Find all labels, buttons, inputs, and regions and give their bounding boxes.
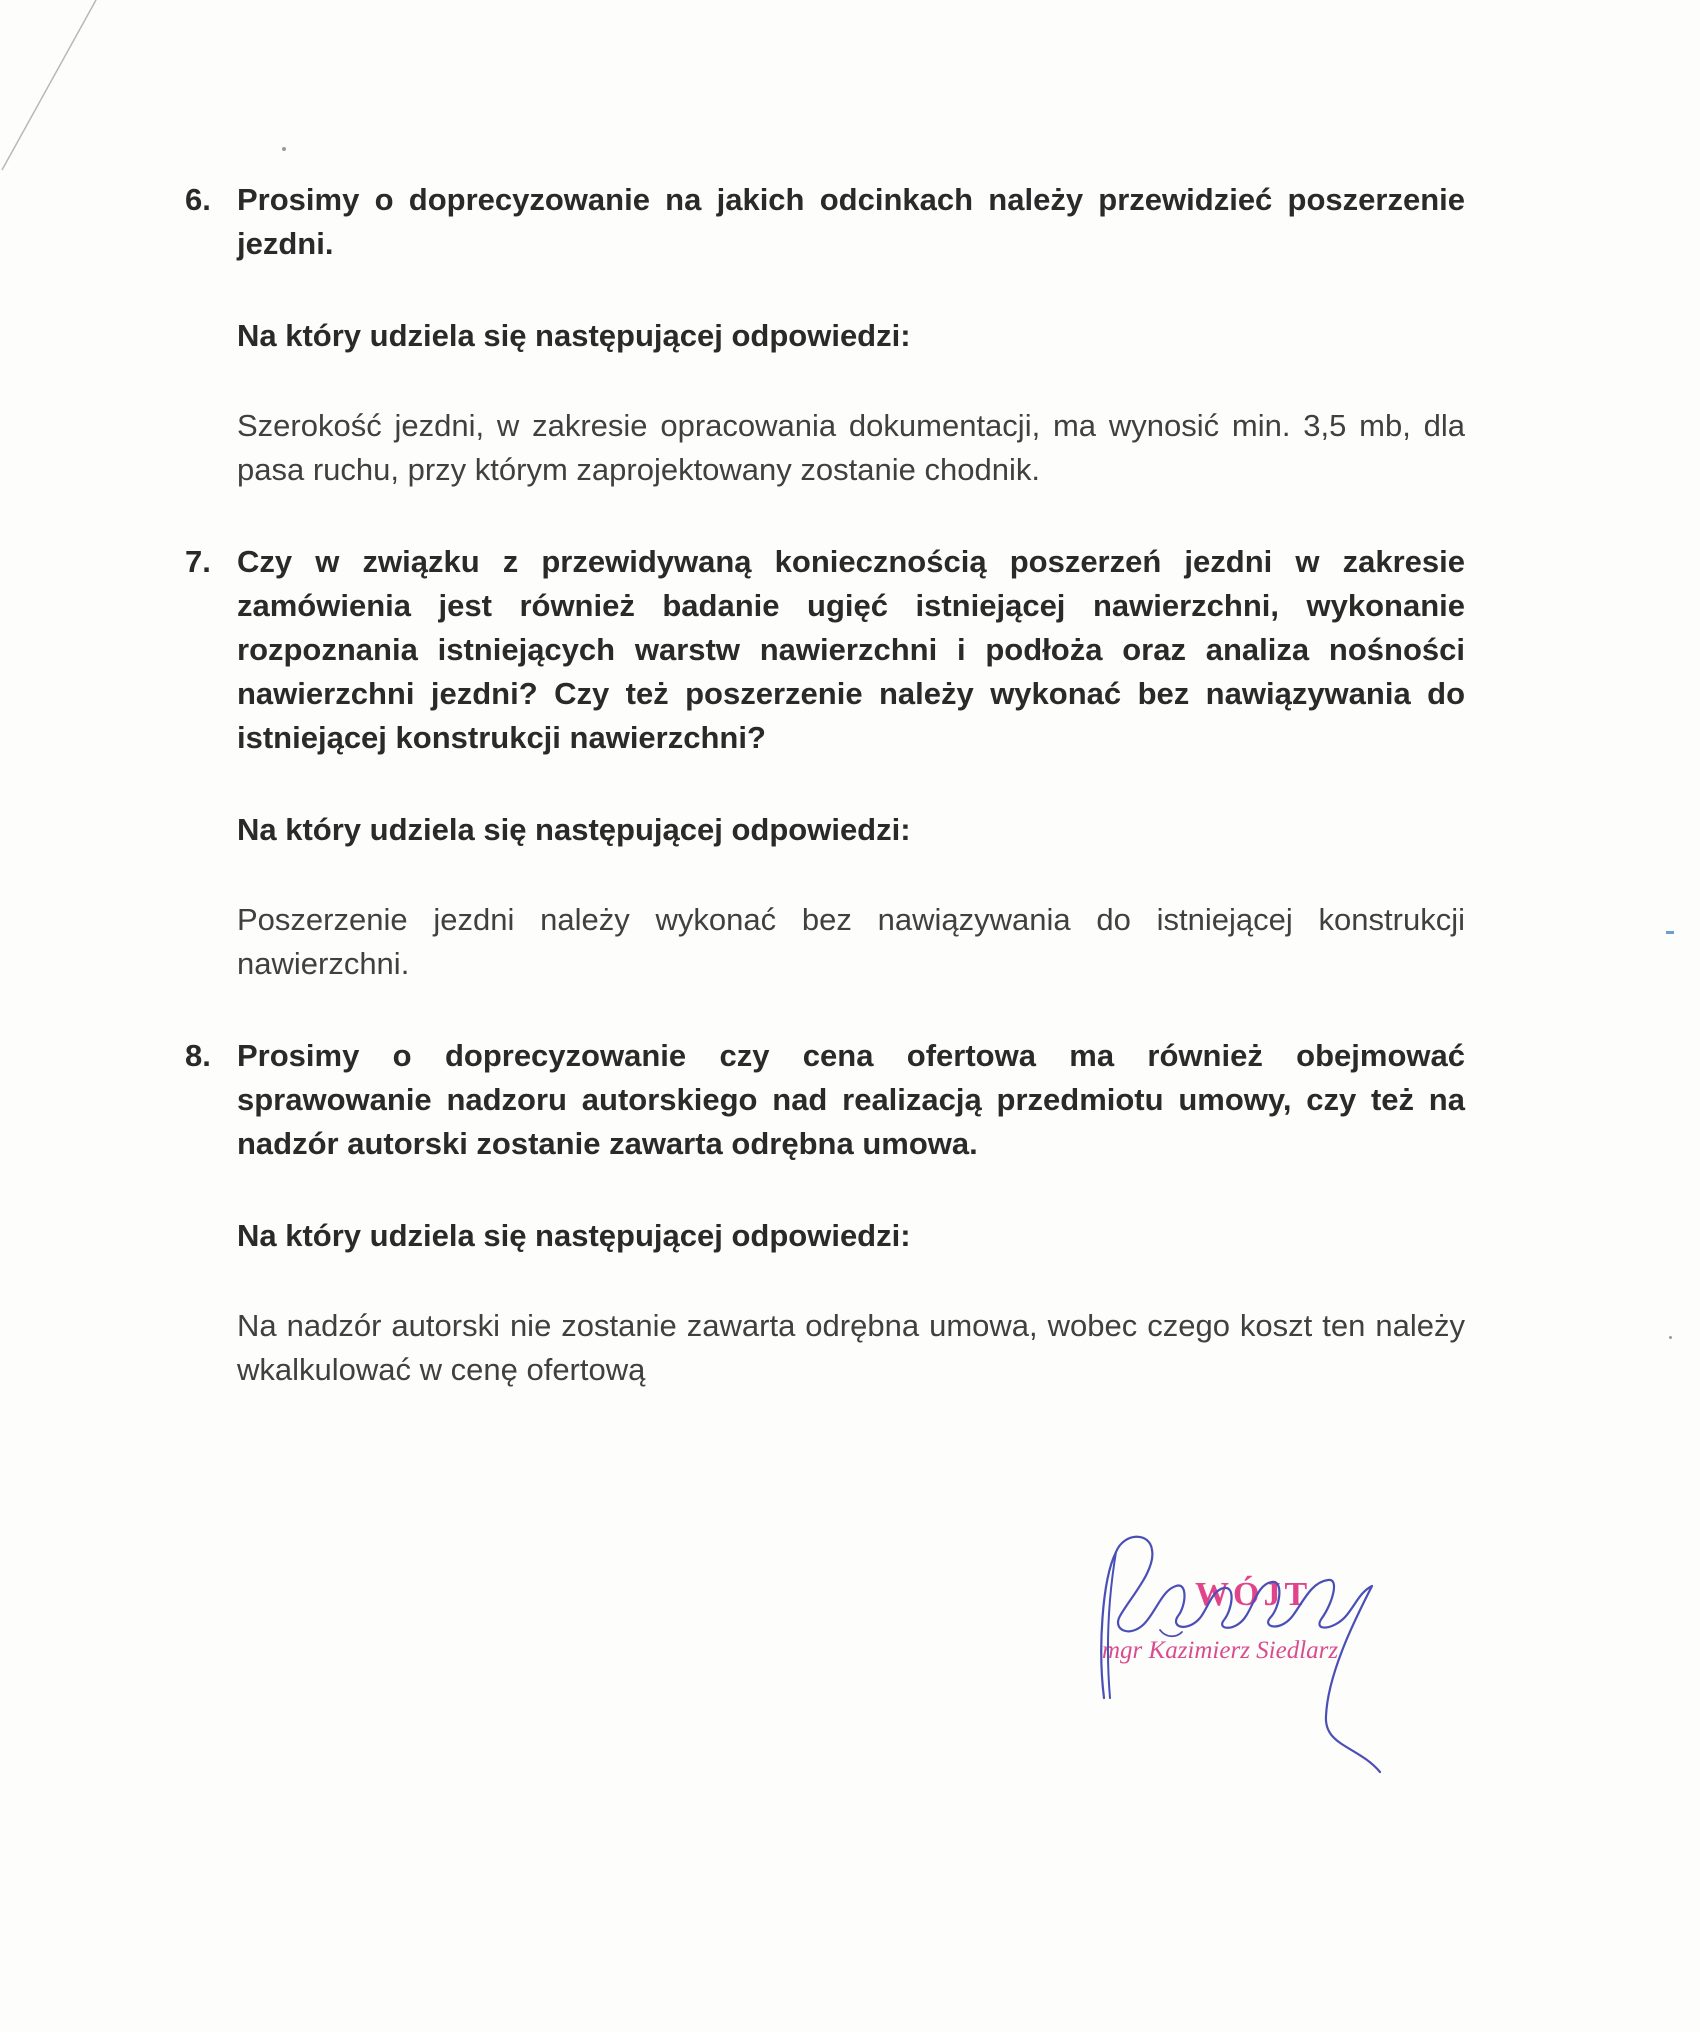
answer-text: Na nadzór autorski nie zostanie zawarta odrębna umowa, wobec czego koszt ten należy wkalkulować w cenę ofertową xyxy=(237,1308,1465,1387)
answer-text: Szerokość jezdni, w zakresie opracowania dokumentacji, ma wynosić min. 3,5 mb, dla pasa ruchu, przy którym zaprojektowany zostanie chodnik. xyxy=(237,408,1465,487)
stamp-title: WÓJT xyxy=(1195,1576,1312,1613)
question-item-6 xyxy=(185,178,1465,492)
scan-mark xyxy=(1666,931,1674,934)
scan-edge-line xyxy=(0,0,140,220)
item-number: 6. xyxy=(185,182,211,217)
question-text: Czy w związku z przewidywaną koniecznością poszerzeń jezdni w zakresie zamówienia jest również badanie ugięć istniejącej nawierzchni, wykonanie rozpoznania istniejących warstw nawierzchni i podłoża oraz analiza nośności nawierzchni jezdni? Czy też poszerzenie należy wykonać bez nawiązywania do istniejącej konstrukcji nawierzchni? xyxy=(237,544,1465,755)
question-text: Prosimy o doprecyzowanie na jakich odcinkach należy przewidzieć poszerzenie jezdni. xyxy=(237,182,1465,261)
scan-speck xyxy=(282,147,286,151)
item-number: 8. xyxy=(185,1038,211,1073)
answer-text: Poszerzenie jezdni należy wykonać bez nawiązywania do istniejącej konstrukcji nawierzchni. xyxy=(237,902,1465,981)
answer-lead: Na który udziela się następującej odpowiedzi: xyxy=(237,1218,911,1253)
question-item-8 xyxy=(185,1034,1465,1392)
stamp-name: mgr Kazimierz Siedlarz xyxy=(1102,1637,1339,1664)
answer-lead: Na który udziela się następującej odpowiedzi: xyxy=(237,318,911,353)
question-item-7 xyxy=(185,540,1465,986)
scan-speck xyxy=(1669,1336,1672,1339)
handwritten-signature xyxy=(1090,1520,1430,1780)
document-body xyxy=(185,178,1465,1392)
item-number: 7. xyxy=(185,544,211,579)
answer-lead: Na który udziela się następującej odpowiedzi: xyxy=(237,812,911,847)
question-text: Prosimy o doprecyzowanie czy cena ofertowa ma również obejmować sprawowanie nadzoru autorskiego nad realizacją przedmiotu umowy, czy też na nadzór autorski zostanie zawarta odrębna umowa. xyxy=(237,1038,1465,1161)
signature-stamp xyxy=(1090,1520,1430,1780)
